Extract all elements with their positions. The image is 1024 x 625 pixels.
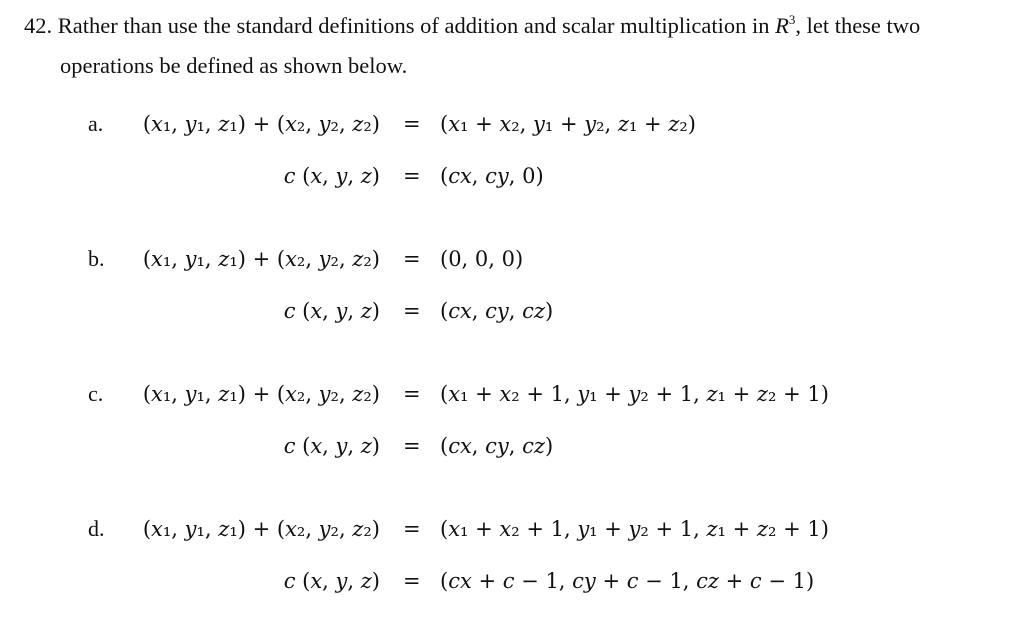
part-a-scalar-row	[0, 156, 1024, 196]
part-c-scalar-rhs: (𝑐𝑥, 𝑐𝑦, 𝑐𝑧)	[440, 434, 554, 458]
part-b-scalar-row	[0, 291, 1024, 331]
part-d-addition-rhs: (𝑥₁ + 𝑥₂ + 1, 𝑦₁ + 𝑦₂ + 1, 𝑧₁ + 𝑧₂ + 1)	[440, 517, 829, 541]
space-exponent: 3	[788, 12, 796, 27]
equals-sign: =	[403, 517, 421, 541]
equals-sign: =	[403, 382, 421, 406]
part-d-scalar-row	[0, 561, 1024, 601]
part-d-scalar-lhs: 𝑐 (𝑥, 𝑦, 𝑧)	[283, 569, 380, 593]
problem-statement	[24, 6, 1004, 86]
part-c-label: c.	[88, 381, 104, 406]
part-b-addition-lhs: (𝑥₁, 𝑦₁, 𝑧₁) + (𝑥₂, 𝑦₂, 𝑧₂)	[142, 247, 380, 271]
part-a-scalar-rhs: (𝑐𝑥, 𝑐𝑦, 0)	[440, 164, 544, 188]
part-b-label: b.	[88, 246, 105, 271]
part-c-addition-lhs: (𝑥₁, 𝑦₁, 𝑧₁) + (𝑥₂, 𝑦₂, 𝑧₂)	[142, 382, 380, 406]
equals-sign: =	[403, 569, 421, 593]
equals-sign: =	[403, 112, 421, 136]
part-b-scalar-rhs: (𝑐𝑥, 𝑐𝑦, 𝑐𝑧)	[440, 299, 554, 323]
space-symbol: R	[775, 13, 789, 38]
part-c-scalar-lhs: 𝑐 (𝑥, 𝑦, 𝑧)	[283, 434, 380, 458]
part-a-addition-lhs: (𝑥₁, 𝑦₁, 𝑧₁) + (𝑥₂, 𝑦₂, 𝑧₂)	[142, 112, 380, 136]
equals-sign: =	[403, 299, 421, 323]
part-a-scalar-lhs: 𝑐 (𝑥, 𝑦, 𝑧)	[283, 164, 380, 188]
intro-text-line1: Rather than use the standard definitions of addition and scalar multiplication in	[57, 13, 776, 38]
equals-sign: =	[403, 164, 421, 188]
part-b-scalar-lhs: 𝑐 (𝑥, 𝑦, 𝑧)	[283, 299, 380, 323]
part-a-addition-row	[0, 104, 1024, 144]
intro-text-line1-end: , let these two	[795, 13, 921, 38]
part-c-scalar-row	[0, 426, 1024, 466]
equals-sign: =	[403, 247, 421, 271]
part-a-label: a.	[88, 111, 104, 136]
part-d-scalar-rhs: (𝑐𝑥 + 𝑐 − 1, 𝑐𝑦 + 𝑐 − 1, 𝑐𝑧 + 𝑐 − 1)	[440, 569, 815, 593]
part-c-addition-rhs: (𝑥₁ + 𝑥₂ + 1, 𝑦₁ + 𝑦₂ + 1, 𝑧₁ + 𝑧₂ + 1)	[440, 382, 829, 406]
part-b-addition-rhs: (0, 0, 0)	[440, 247, 524, 271]
part-b-addition-row	[0, 239, 1024, 279]
problem-number: 42.	[24, 13, 53, 38]
intro-text-line2: operations be defined as shown below.	[60, 53, 408, 78]
equals-sign: =	[403, 434, 421, 458]
part-d-addition-row	[0, 509, 1024, 549]
part-d-label: d.	[88, 516, 105, 541]
part-c-addition-row	[0, 374, 1024, 414]
part-a-addition-rhs: (𝑥₁ + 𝑥₂, 𝑦₁ + 𝑦₂, 𝑧₁ + 𝑧₂)	[440, 112, 696, 136]
part-d-addition-lhs: (𝑥₁, 𝑦₁, 𝑧₁) + (𝑥₂, 𝑦₂, 𝑧₂)	[142, 517, 380, 541]
